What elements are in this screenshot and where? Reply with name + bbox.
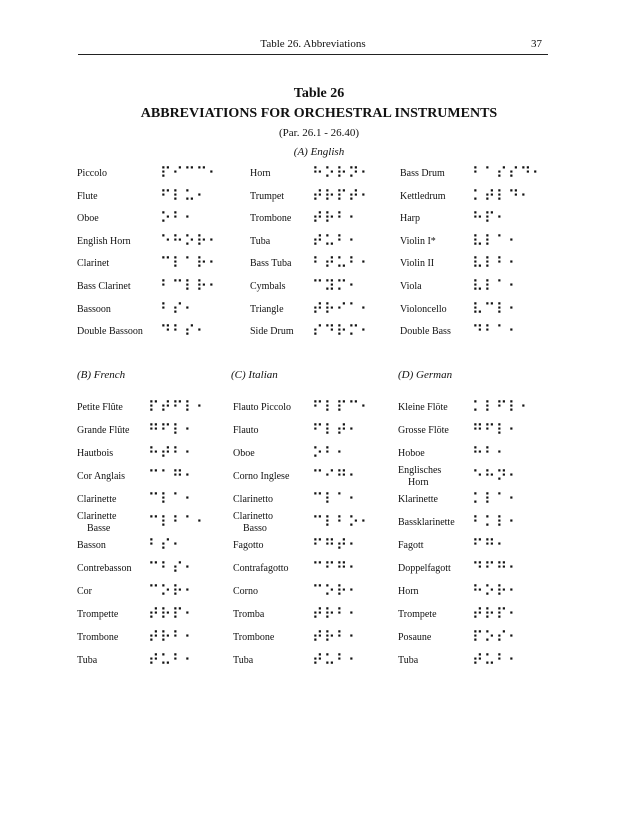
table-row [0,164,638,186]
instrument-name [233,494,273,506]
braille-abbreviation: ⠞⠗⠃⠂ [312,209,360,228]
instrument-name [398,540,424,552]
table-row [0,582,638,604]
paragraph-reference: (Par. 26.1 - 26.40) [278,127,360,139]
braille-abbreviation: ⠉⠇⠃⠕⠂ [312,513,372,531]
braille-abbreviation: ⠞⠥⠃⠂ [312,651,360,669]
instrument-name-line: Petite Flûte [77,402,123,413]
instrument-name-line: Tuba [398,655,419,666]
instrument-name [398,448,425,460]
table-row [0,536,638,558]
braille-abbreviation: ⠓⠕⠗⠝⠂ [312,164,372,182]
instrument-name [77,281,131,293]
instrument-name [233,471,289,483]
braille-abbreviation: ⠙⠃⠎⠂ [160,322,208,341]
table-row [0,254,638,276]
instrument-name [233,402,291,414]
instrument-name [233,609,264,621]
instrument-name [398,609,437,621]
instrument-name-line: Hautbois [77,448,114,459]
instrument-name-line: Contrafagotto [233,563,289,574]
braille-abbreviation: ⠋⠇⠥⠂ [160,186,208,205]
running-head-title: Table 26. Abbreviations [260,38,366,50]
instrument-name [250,281,286,293]
instrument-name-line: Grosse Flöte [398,425,449,436]
instrument-name-line: Double Bass [400,326,451,338]
braille-abbreviation: ⠉⠇⠃⠁⠂ [148,513,208,531]
page-number: 37 [531,38,542,50]
instrument-name [233,586,258,598]
braille-abbreviation: ⠕⠃⠂ [160,209,196,228]
instrument-name [400,236,436,248]
instrument-name-line: Trompete [398,609,437,620]
instrument-name-line: Posaune [398,632,432,643]
braille-abbreviation: ⠞⠗⠏⠂ [472,605,520,623]
instrument-name-line: Horn [398,586,419,597]
braille-abbreviation: ⠧⠇⠁⠂ [472,231,520,250]
table-title: Table 26 [293,86,345,101]
table-row [0,444,638,466]
instrument-name-line: Cor [77,586,92,597]
instrument-name-line: Doppelfagott [398,563,451,574]
instrument-name-line: Double Bassoon [77,326,143,338]
instrument-name [250,258,291,270]
instrument-name [233,655,253,667]
braille-abbreviation: ⠧⠇⠁⠂ [472,277,520,295]
instrument-name-line: Violin II [400,258,435,270]
braille-abbreviation: ⠞⠥⠃⠂ [312,231,360,250]
braille-abbreviation: ⠋⠛⠞⠂ [312,536,360,554]
instrument-name [400,281,422,293]
table-row [0,277,638,299]
instrument-name [400,258,434,270]
table-row [0,628,638,650]
instrument-name [400,326,451,338]
instrument-name [398,465,441,489]
instrument-name-line: Bass Drum [400,168,445,179]
braille-abbreviation: ⠧⠉⠇⠂ [472,299,520,318]
braille-abbreviation: ⠋⠇⠞⠂ [312,421,360,439]
instrument-name [250,191,284,203]
section-heading-italian: (C) Italian [231,369,278,381]
instrument-name-line: Clarinetto [233,494,273,505]
braille-abbreviation: ⠉⠁⠛⠂ [148,467,196,485]
instrument-name-line: Contrebasson [77,563,132,574]
braille-abbreviation: ⠞⠗⠃⠂ [148,628,196,646]
instrument-name-line: Fagott [398,540,424,551]
instrument-name [398,517,455,529]
braille-abbreviation: ⠞⠗⠏⠞⠂ [312,186,372,205]
table-row [0,421,638,443]
instrument-name-line: Cymbals [250,281,286,292]
instrument-name-line: Tromba [233,609,265,620]
instrument-name [233,425,259,437]
instrument-name [233,540,264,552]
braille-abbreviation: ⠅⠇⠋⠇⠂ [472,398,532,416]
instrument-name [77,471,125,483]
braille-abbreviation: ⠉⠇⠁⠂ [312,490,360,508]
table-row [0,651,638,673]
instrument-name-line: Clarinette [77,494,117,505]
instrument-name-line: Englisches [398,465,442,476]
braille-abbreviation: ⠃⠎⠂ [160,299,196,318]
braille-abbreviation: ⠏⠊⠉⠉⠂ [160,164,220,182]
instrument-name [77,425,130,437]
instrument-name-line: Violoncello [400,303,447,315]
instrument-name-line: Clarinet [77,258,110,270]
instrument-name [233,563,289,575]
instrument-name-line: Clarinetto [233,511,273,522]
instrument-name [77,191,98,203]
instrument-name-line: English Horn [77,235,131,247]
instrument-name-line: Bass Tuba [250,258,292,270]
braille-abbreviation: ⠉⠃⠎⠂ [148,559,196,577]
table-row [0,559,638,581]
table-row [0,299,638,322]
instrument-name-line: Horn [250,168,271,179]
braille-abbreviation: ⠞⠗⠏⠂ [148,605,196,623]
braille-abbreviation: ⠞⠥⠃⠂ [472,651,520,669]
braille-abbreviation: ⠋⠛⠂ [472,536,508,554]
instrument-name-line: Viola [400,281,422,292]
instrument-name-line: Cor Anglais [77,471,126,482]
instrument-name [77,511,116,535]
instrument-name [233,632,274,644]
instrument-name [77,494,116,506]
braille-abbreviation: ⠃⠅⠇⠂ [472,513,520,531]
braille-abbreviation: ⠏⠞⠋⠇⠂ [148,398,208,416]
instrument-name [77,213,99,225]
braille-abbreviation: ⠉⠋⠛⠂ [312,559,360,577]
braille-abbreviation: ⠉⠇⠁⠂ [148,490,196,508]
braille-abbreviation: ⠧⠇⠃⠂ [472,254,520,273]
instrument-name-line: Harp [400,213,420,225]
braille-abbreviation: ⠉⠇⠁⠗⠂ [160,254,220,273]
instrument-name-line: Triangle [250,303,284,315]
instrument-name-line: Trompette [77,609,119,620]
braille-abbreviation: ⠉⠕⠗⠂ [312,582,360,600]
instrument-name-line: Basso [243,523,267,534]
instrument-name-line: Tuba [250,235,271,247]
instrument-name [398,563,451,575]
instrument-name-line: Piccolo [77,168,107,179]
instrument-name-line: Trombone [250,213,292,225]
instrument-name [77,258,109,270]
instrument-name-line: Oboe [233,448,255,459]
braille-abbreviation: ⠑⠓⠕⠗⠂ [160,231,220,250]
braille-abbreviation: ⠃⠁⠎⠎⠙⠂ [472,164,544,182]
braille-abbreviation: ⠋⠇⠏⠉⠂ [312,398,372,416]
instrument-name [77,563,131,575]
table-row [0,209,638,231]
instrument-name-line: Kettledrum [400,190,446,202]
instrument-name [77,326,143,338]
instrument-name [400,304,447,316]
table-row [0,511,638,535]
instrument-name-line: Grande Flûte [77,425,130,436]
instrument-name [398,494,438,506]
instrument-name-line: Flute [77,190,98,202]
braille-abbreviation: ⠙⠋⠛⠂ [472,559,520,577]
instrument-name [398,402,448,414]
instrument-name [250,168,271,180]
instrument-name [77,655,97,667]
braille-abbreviation: ⠉⠕⠗⠂ [148,582,196,600]
braille-abbreviation: ⠙⠃⠁⠂ [472,322,520,341]
instrument-name-line: Tuba [233,655,254,666]
instrument-name-line: Bassklarinette [398,517,455,528]
instrument-name-line: Side Drum [250,326,294,338]
braille-abbreviation: ⠓⠕⠗⠂ [472,582,520,600]
instrument-name [398,425,449,437]
instrument-name [400,168,445,180]
instrument-name-line: Oboe [77,213,99,225]
section-heading-german: (D) German [398,369,453,381]
instrument-name-line: Corno Inglese [233,471,290,482]
braille-abbreviation: ⠛⠋⠇⠂ [148,421,196,439]
table-row [0,605,638,627]
instrument-name [77,304,111,316]
instrument-name [398,655,418,667]
instrument-name-line: Flauto [233,425,259,436]
instrument-name [398,586,419,598]
instrument-name-line: Flauto Piccolo [233,402,292,413]
braille-abbreviation: ⠅⠇⠁⠂ [472,490,520,508]
braille-abbreviation: ⠃⠎⠂ [148,536,184,554]
braille-abbreviation: ⠞⠗⠃⠂ [312,628,360,646]
instrument-name [77,609,118,621]
braille-abbreviation: ⠃⠉⠇⠗⠂ [160,277,220,295]
table-row [0,322,638,344]
section-heading-french: (B) French [77,369,126,381]
instrument-name-line: Bass Clarinet [77,281,131,292]
instrument-name [400,191,446,203]
instrument-name [77,586,92,598]
instrument-name [400,213,420,225]
instrument-name [250,213,291,225]
braille-abbreviation: ⠃⠞⠥⠃⠂ [312,254,372,273]
braille-abbreviation: ⠓⠞⠃⠂ [148,444,196,462]
instrument-name-line: Horn [408,477,429,488]
instrument-name-line: Fagotto [233,540,264,551]
braille-abbreviation: ⠉⠽⠍⠂ [312,277,360,295]
braille-abbreviation: ⠞⠗⠊⠁⠂ [312,299,372,318]
instrument-name [233,448,255,460]
instrument-name [250,304,284,316]
instrument-name [77,448,113,460]
instrument-name-line: Basson [77,540,106,551]
instrument-name [250,326,294,338]
braille-abbreviation: ⠞⠥⠃⠂ [148,651,196,669]
braille-abbreviation: ⠓⠃⠂ [472,444,508,462]
instrument-name-line: Trombone [77,632,119,643]
instrument-name [233,511,273,535]
instrument-name [77,540,106,552]
table-row [0,398,638,420]
instrument-name-line: Tuba [77,655,98,666]
instrument-name-line: Violin I* [400,235,436,247]
instrument-name-line: Bassoon [77,303,111,315]
instrument-name-line: Trumpet [250,190,285,202]
table-subtitle: ABBREVIATIONS FOR ORCHESTRAL INSTRUMENTS [140,106,498,121]
instrument-name-line: Corno [233,586,258,597]
instrument-name-line: Clarinette [77,511,117,522]
braille-abbreviation: ⠑⠓⠝⠂ [472,467,520,485]
table-row [0,231,638,254]
instrument-name-line: Trombone [233,632,275,643]
braille-abbreviation: ⠉⠊⠛⠂ [312,467,360,485]
braille-abbreviation: ⠕⠃⠂ [312,444,348,462]
braille-abbreviation: ⠓⠏⠂ [472,209,508,228]
braille-abbreviation: ⠏⠕⠎⠂ [472,628,520,646]
table-row [0,490,638,512]
section-heading-english: (A) English [293,146,345,158]
instrument-name-line: Hoboe [398,448,425,459]
instrument-name-line: Basse [87,523,111,534]
running-head [78,38,548,55]
braille-abbreviation: ⠅⠞⠇⠙⠂ [472,186,532,205]
instrument-name [77,236,131,248]
table-row [0,186,638,209]
instrument-name [77,168,107,180]
instrument-name [77,632,118,644]
braille-abbreviation: ⠞⠗⠃⠂ [312,605,360,623]
instrument-name [250,236,270,248]
table-row [0,465,638,489]
instrument-name [398,632,431,644]
instrument-name-line: Klarinette [398,494,438,505]
braille-abbreviation: ⠛⠋⠇⠂ [472,421,520,439]
braille-abbreviation: ⠎⠙⠗⠍⠂ [312,322,372,341]
instrument-name [77,402,123,414]
instrument-name-line: Kleine Flöte [398,402,448,413]
